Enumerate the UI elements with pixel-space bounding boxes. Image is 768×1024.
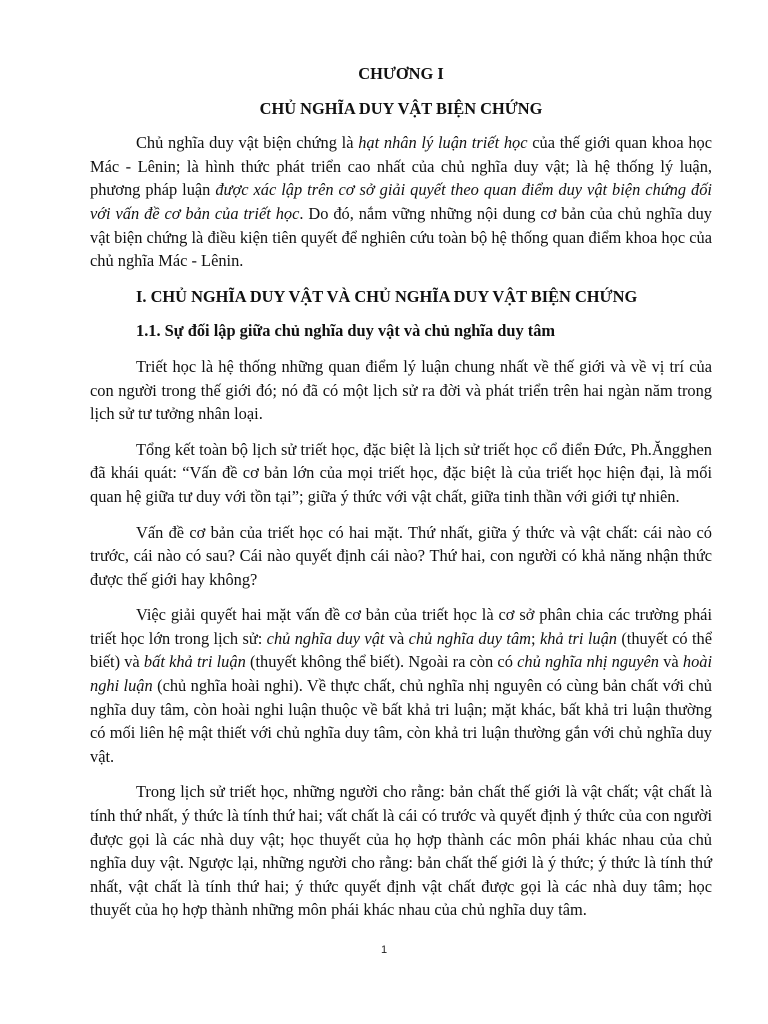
intro-text-2: của thế giới quan khoa học Mác - Lênin; là hình thức phát triển cao nhất của chủ nghĩa duy vật; là hệ thống lý luận, phương pháp luận [90, 133, 712, 200]
p4-text-3: ; [531, 628, 540, 648]
p4-text-2: và [384, 628, 409, 648]
p4-italic-4: bất khả tri luận [143, 652, 246, 672]
subsection-heading: 1.1. Sự đối lập giữa chủ nghĩa duy vật và chủ nghĩa duy tâm [136, 321, 556, 341]
p4-italic-6: hoài nghi luận [90, 652, 713, 696]
paragraph-3: Vấn đề cơ bản của triết học có hai mặt. Thứ nhất, giữa ý thức và vật chất: cái nào có trước, cái nào có sau? Cái nào quyết định cái nào? Thứ hai, con người có khả năng nhận thức được thế giới hay không? [90, 522, 712, 589]
paragraph-1: Triết học là hệ thống những quan điểm lý luận chung nhất về thế giới và về vị trí của con người trong thế giới đó; nó đã có một lịch sử ra đời và phát triển trên hai ngàn năm trong lịch sử tư tưởng nhân loại. [90, 356, 712, 424]
page-content [90, 62, 712, 922]
intro-italic-1: hạt nhân lý luận triết học [358, 133, 528, 153]
p4-text-5: (thuyết không thể biết). Ngoài ra còn có [245, 652, 518, 672]
intro-italic-2: được xác lập trên cơ sở giải quyết theo quan điểm duy vật biện chứng đối với vấn đề cơ bản của triết học [90, 180, 712, 223]
p4-text-6: và [659, 652, 683, 672]
p4-text-7: (chủ nghĩa hoài nghi). Về thực chất, chủ nghĩa nhị nguyên có cùng bản chất với chủ nghĩa duy tâm, còn hoài nghi luận thuộc về bất khả tri luận; mặt khác, bất khả tri luận thường có mối liên hệ mật thiết với chủ nghĩa duy tâm, còn khả tri luận thường gắn với chủ nghĩa duy vật. [90, 676, 712, 766]
intro-text-3: . Do đó, nắm vững những nội dung cơ bản của chủ nghĩa duy vật biện chứng là điều kiện tiên quyết để nghiên cứu toàn bộ hệ thống quan điểm khoa học của chủ nghĩa Mác - Lênin. [90, 203, 712, 271]
p4-italic-1: chủ nghĩa duy vật [266, 628, 385, 648]
p4-italic-2: chủ nghĩa duy tâm [408, 628, 532, 648]
p4-italic-5: chủ nghĩa nhị nguyên [517, 652, 659, 672]
chapter-heading: CHƯƠNG I [358, 64, 444, 83]
paragraph-2: Tổng kết toàn bộ lịch sử triết học, đặc biệt là lịch sử triết học cổ điển Đức, Ph.Ăngghen đã khái quát: “Vấn đề cơ bản lớn của mọi triết học, đặc biệt là của triết học hiện đại, là mối quan hệ giữa tư duy với tồn tại”; giữa ý thức với vật chất, giữa tinh thần với giới tự nhiên. [90, 439, 712, 506]
chapter-title: CHỦ NGHĨA DUY VẬT BIỆN CHỨNG [259, 98, 543, 118]
paragraph-4 [90, 603, 712, 768]
intro-text-1: Chủ nghĩa duy vật biện chứng là [136, 133, 359, 153]
paragraph-5: Trong lịch sử triết học, những người cho rằng: bản chất thế giới là vật chất; vật chất là tính thứ nhất, ý thức là tính thứ hai; vất chất là cái có trước và quyết định ý thức của con người được gọi là các nhà duy vật; học thuyết của họ hợp thành các môn phái khác nhau của chủ nghĩa duy vật. Ngược lại, những người cho rằng: bản chất thế giới là ý thức; ý thức là tính thứ nhất, vật chất là tính thứ hai; ý thức quyết định vật chất được gọi là các nhà duy tâm; học thuyết của họ hợp thành những môn phái khác nhau của chủ nghĩa duy tâm. [90, 782, 712, 920]
p4-text-4: (thuyết có thể biết) và [90, 628, 713, 672]
page-number: 1 [380, 944, 388, 956]
p4-text-1: Việc giải quyết hai mặt vấn đề cơ bản của triết học là cơ sở phân chia các trường phái triết học lớn trong lịch sử: [90, 605, 712, 648]
section-heading: I. CHỦ NGHĨA DUY VẬT VÀ CHỦ NGHĨA DUY VẬT BIỆN CHỨNG [136, 286, 638, 306]
intro-paragraph [90, 131, 712, 273]
p4-italic-3: khả tri luận [539, 628, 617, 648]
